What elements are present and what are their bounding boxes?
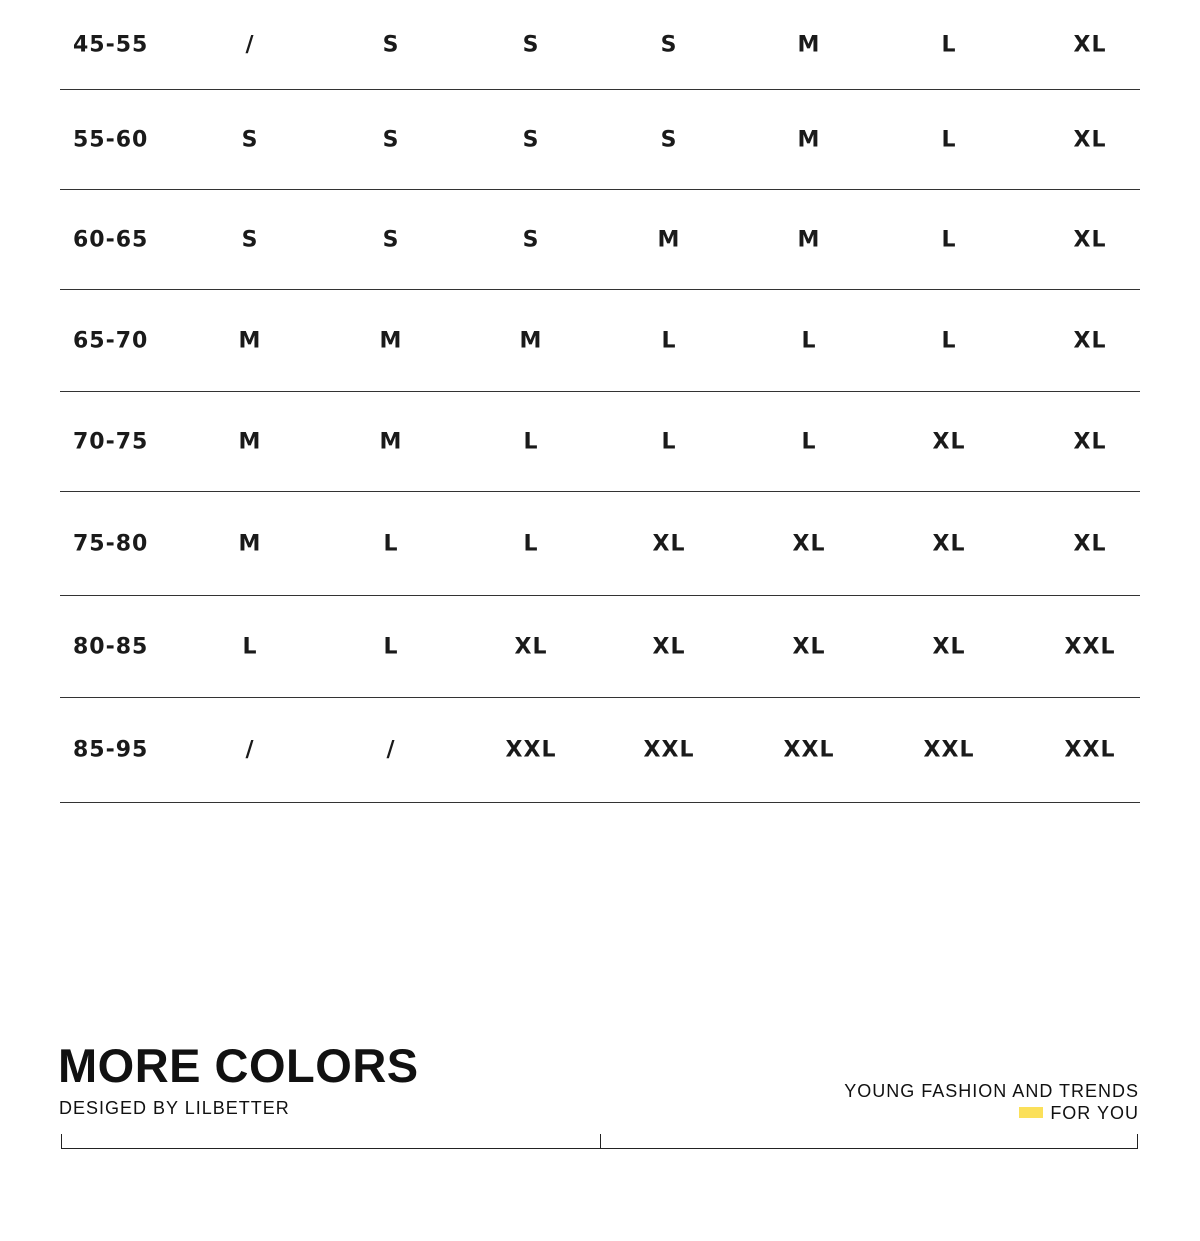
weight-range-cell: 45-55	[73, 32, 149, 57]
size-cell: M	[797, 227, 821, 252]
size-cell: S	[522, 227, 540, 252]
size-chart-table	[60, 0, 1140, 803]
size-cell: XL	[1073, 429, 1107, 454]
size-cell: L	[801, 328, 817, 353]
size-cell: M	[379, 328, 403, 353]
footer-bracket-center-tick	[600, 1134, 601, 1149]
size-cell: /	[245, 32, 255, 57]
weight-range-cell: 60-65	[73, 227, 149, 252]
size-cell: XL	[1073, 127, 1107, 152]
weight-range-cell: 65-70	[73, 328, 149, 353]
weight-range-cell: 85-95	[73, 737, 149, 763]
table-row	[60, 698, 1140, 803]
table-row	[60, 90, 1140, 190]
size-cell: M	[238, 429, 262, 454]
size-cell: L	[941, 328, 957, 353]
size-cell: M	[797, 32, 821, 57]
size-cell: XXL	[923, 737, 975, 763]
size-cell: /	[386, 737, 396, 763]
size-cell: L	[383, 634, 399, 659]
size-cell: L	[941, 32, 957, 57]
tagline-line-1: YOUNG FASHION AND TRENDS	[844, 1081, 1139, 1101]
weight-range-cell: 75-80	[73, 531, 149, 556]
size-cell: XL	[932, 634, 966, 659]
size-cell: S	[522, 32, 540, 57]
size-cell: L	[801, 429, 817, 454]
size-cell: XL	[932, 429, 966, 454]
size-cell: L	[661, 328, 677, 353]
size-cell: XL	[652, 531, 686, 556]
size-cell: XXL	[1064, 737, 1116, 763]
size-cell: M	[657, 227, 681, 252]
size-cell: L	[523, 429, 539, 454]
size-cell: S	[660, 32, 678, 57]
size-cell: S	[382, 227, 400, 252]
weight-range-cell: 70-75	[73, 429, 149, 454]
table-row	[60, 596, 1140, 698]
size-cell: S	[241, 227, 259, 252]
size-cell: L	[941, 227, 957, 252]
size-cell: L	[941, 127, 957, 152]
size-cell: M	[238, 531, 262, 556]
size-cell: XXL	[1064, 634, 1116, 659]
table-row	[60, 0, 1140, 90]
size-cell: L	[523, 531, 539, 556]
size-cell: S	[660, 127, 678, 152]
size-cell: M	[519, 328, 543, 353]
size-cell: /	[245, 737, 255, 763]
size-cell: XL	[514, 634, 548, 659]
size-cell: XL	[1073, 227, 1107, 252]
footer-subtitle: DESIGED BY LILBETTER	[59, 1098, 290, 1118]
size-cell: S	[382, 32, 400, 57]
table-row	[60, 190, 1140, 290]
table-row	[60, 492, 1140, 596]
size-cell: XL	[932, 531, 966, 556]
size-cell: L	[383, 531, 399, 556]
tagline-line-2: FOR YOU	[1050, 1103, 1139, 1123]
footer-title: MORE COLORS	[58, 1039, 419, 1092]
size-cell: XL	[792, 531, 826, 556]
size-cell: XL	[1073, 531, 1107, 556]
size-cell: XL	[792, 634, 826, 659]
size-cell: XXL	[783, 737, 835, 763]
accent-swatch	[1019, 1107, 1043, 1118]
size-cell: XL	[1073, 328, 1107, 353]
size-cell: XXL	[505, 737, 557, 763]
weight-range-cell: 80-85	[73, 634, 149, 659]
size-cell: L	[661, 429, 677, 454]
table-row	[60, 290, 1140, 392]
size-cell: S	[522, 127, 540, 152]
size-cell: M	[238, 328, 262, 353]
table-row	[60, 392, 1140, 492]
size-cell: L	[242, 634, 258, 659]
size-cell: XXL	[643, 737, 695, 763]
size-cell: M	[797, 127, 821, 152]
size-cell: XL	[1073, 32, 1107, 57]
size-cell: M	[379, 429, 403, 454]
size-cell: XL	[652, 634, 686, 659]
size-cell: S	[241, 127, 259, 152]
weight-range-cell: 55-60	[73, 127, 149, 152]
size-cell: S	[382, 127, 400, 152]
